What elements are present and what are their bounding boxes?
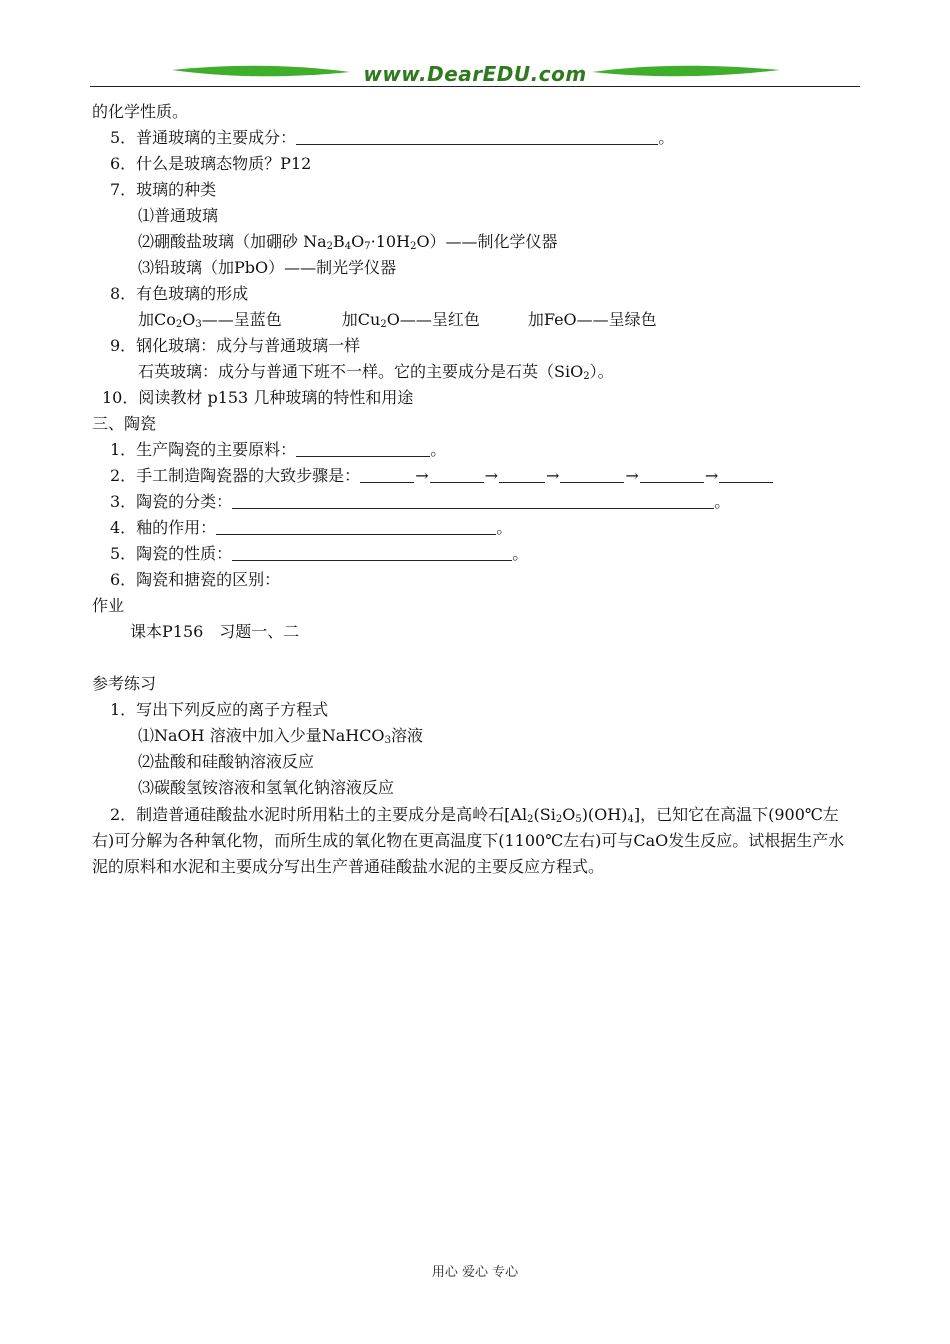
ceramics-q1 — [110, 438, 446, 462]
header-rule — [90, 86, 860, 87]
t: 1．生产陶瓷的主要原料： — [110, 440, 297, 459]
ceramics-q3 — [110, 490, 730, 514]
sub: 3 — [195, 319, 202, 330]
practice-q1-b: ⑵盐酸和硅酸钠溶液反应 — [138, 752, 315, 771]
ceramics-q6: 6．陶瓷和搪瓷的区别： — [110, 570, 281, 589]
t: ]，已知它在高温下(900℃左右)可分解为各种氧化物，而所生成的氧化物在更高温度下(1100℃左右)可与CaO发生反应。试根据生产水泥的原料和水泥和主要成分写出生产普通硅酸盐水泥的主要反应方程式。 — [92, 805, 845, 876]
answer-blank — [216, 518, 496, 535]
sub: 2 — [380, 319, 387, 330]
question-5-text: 5．普通玻璃的主要成分： — [110, 128, 297, 147]
t: 5．陶瓷的性质： — [110, 544, 233, 563]
answer-blank — [719, 466, 773, 483]
answer-blank — [232, 492, 714, 509]
sub: 2 — [583, 371, 590, 382]
t: O — [351, 232, 365, 251]
t: 。 — [714, 492, 731, 511]
t: 。 — [496, 518, 513, 537]
homework-assignment: 课本P156 习题一、二 — [130, 622, 300, 641]
t: 4．釉的作用： — [110, 518, 217, 537]
t: (Si — [533, 805, 556, 824]
t: ——呈蓝色 — [201, 310, 282, 329]
practice-q2 — [92, 802, 860, 880]
t: O — [182, 310, 196, 329]
t: 加Cu — [341, 310, 381, 329]
t: 。 — [512, 544, 529, 563]
site-logo-text: www.DearEDU.com — [363, 62, 587, 86]
t: 加FeO——呈绿色 — [527, 310, 657, 329]
sub: 2 — [326, 241, 334, 252]
ceramics-q5 — [110, 542, 528, 566]
practice-heading: 参考练习 — [92, 674, 157, 693]
t: )(OH) — [581, 805, 628, 824]
t: O——呈红色 — [386, 310, 480, 329]
sub: 5 — [575, 814, 582, 825]
answer-blank — [360, 466, 414, 483]
section-ceramics-heading: 三、陶瓷 — [92, 414, 157, 433]
practice-q1: 1．写出下列反应的离子方程式 — [110, 700, 329, 719]
t: 溶液 — [390, 726, 423, 745]
t: 石英玻璃：成分与普通下班不一样。它的主要成分是石英（SiO — [138, 362, 584, 381]
glass-type-1: ⑴普通玻璃 — [138, 206, 219, 225]
t: 2．制造普通硅酸盐水泥时所用粘土的主要成分是高岭石[Al — [110, 805, 528, 824]
question-10: 10．阅读教材 p153 几种玻璃的特性和用途 — [102, 388, 414, 407]
answer-blank — [430, 466, 484, 483]
glass-type-2 — [138, 230, 558, 254]
homework-heading: 作业 — [92, 596, 125, 615]
ceramics-q4 — [110, 516, 512, 540]
t: 加Co — [138, 310, 176, 329]
ceramics-q2 — [110, 464, 773, 488]
arrow-icon: → — [484, 466, 498, 485]
question-9: 9．钢化玻璃：成分与普通玻璃一样 — [110, 336, 361, 355]
answer-blank — [560, 466, 624, 483]
t: 。 — [430, 440, 447, 459]
t: 2．手工制造陶瓷器的大致步骤是： — [110, 466, 361, 485]
answer-blank — [296, 128, 658, 145]
page-header — [90, 62, 860, 92]
t: B — [333, 232, 345, 251]
page-footer: 用心 爱心 专心 — [431, 1265, 519, 1280]
answer-blank — [296, 440, 430, 457]
t: O）——制化学仪器 — [416, 232, 558, 251]
question-8: 8．有色玻璃的形成 — [110, 284, 249, 303]
colored-glass-line — [138, 308, 657, 332]
arrow-icon: → — [415, 466, 429, 485]
answer-blank — [232, 544, 512, 561]
arrow-icon: → — [546, 466, 560, 485]
question-6: 6．什么是玻璃态物质？P12 — [110, 154, 312, 173]
practice-q1-c: ⑶碳酸氢铵溶液和氢氧化钠溶液反应 — [138, 778, 395, 797]
t: 3．陶瓷的分类： — [110, 492, 233, 511]
sub: 3 — [384, 735, 391, 746]
glass-type-3: ⑶铅玻璃（加PbO）——制光学仪器 — [138, 258, 397, 277]
sub: 4 — [627, 814, 634, 825]
arrow-icon: → — [625, 466, 639, 485]
t: ⑵硼酸盐玻璃（加硼砂 Na — [138, 232, 327, 251]
sub: 2 — [527, 814, 534, 825]
sub: 2 — [410, 241, 417, 252]
practice-q1-a — [138, 724, 423, 748]
question-7: 7．玻璃的种类 — [110, 180, 217, 199]
t: ·10H — [370, 232, 411, 251]
text-line: 的化学性质。 — [92, 102, 189, 121]
question-5 — [110, 126, 674, 150]
answer-blank — [499, 466, 545, 483]
sub: 2 — [555, 814, 563, 825]
period: 。 — [658, 128, 675, 147]
answer-blank — [640, 466, 704, 483]
t: ）。 — [589, 362, 614, 381]
sub: 2 — [175, 319, 183, 330]
quartz-glass-line — [138, 360, 614, 384]
t: ⑴NaOH 溶液中加入少量NaHCO — [138, 726, 385, 745]
arrow-icon: → — [704, 466, 719, 485]
t: O — [562, 805, 576, 824]
sub: 4 — [344, 241, 352, 252]
sub: 7 — [364, 241, 371, 252]
